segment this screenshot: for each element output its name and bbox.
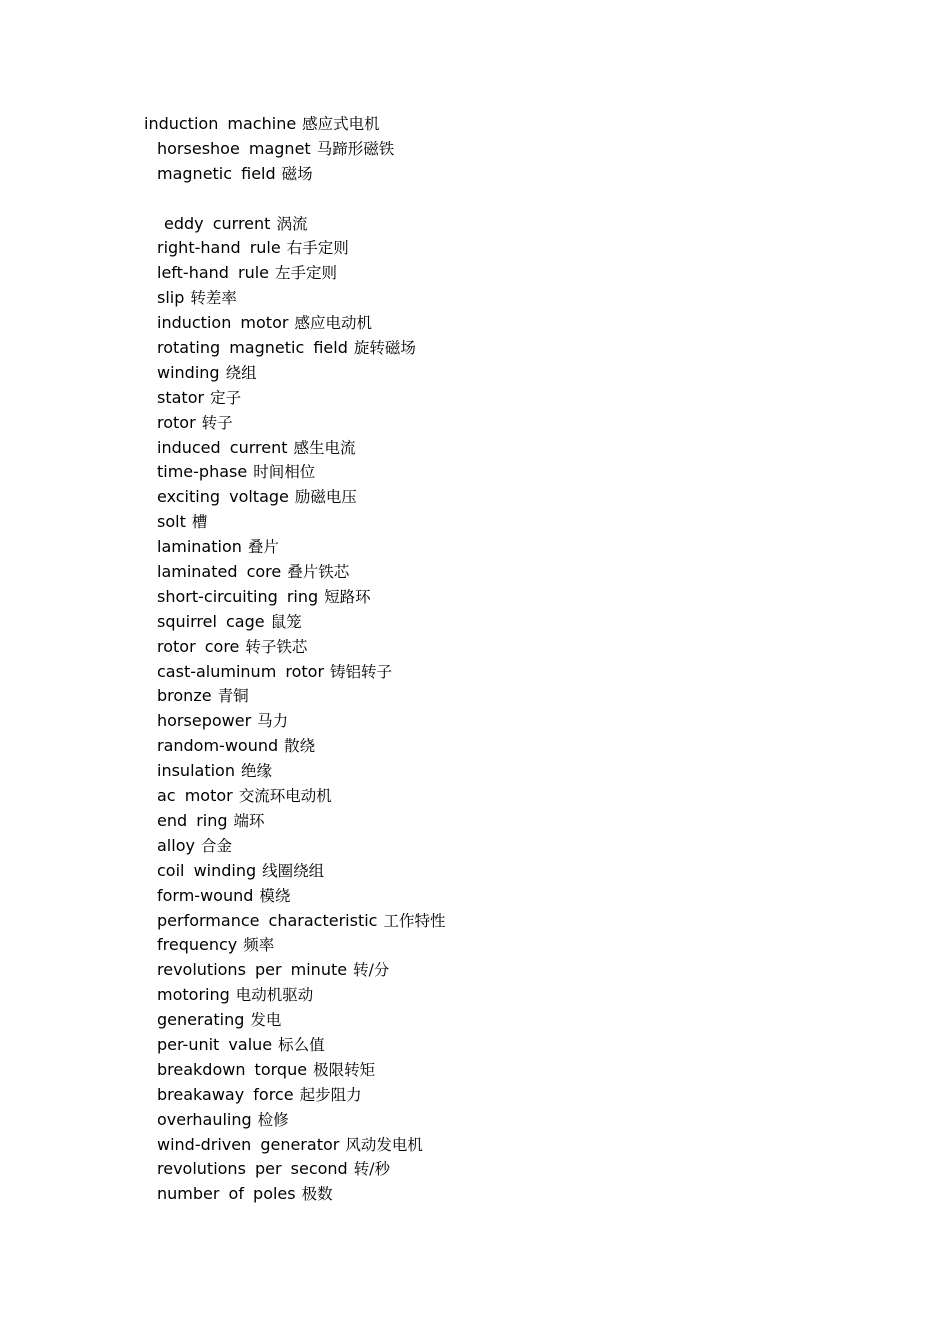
list-item: [144, 535, 445, 560]
list-item: [144, 286, 445, 311]
term-english: eddy current: [164, 213, 271, 233]
list-item: [144, 709, 445, 734]
list-item: [144, 909, 445, 934]
term-chinese: 短路环: [324, 587, 371, 606]
term-chinese: 交流环电动机: [238, 787, 332, 806]
term-english: left-hand rule: [157, 263, 270, 283]
term-english: right-hand rule: [157, 238, 281, 258]
term-chinese: 旋转磁场: [353, 339, 416, 358]
term-english: breakaway force: [157, 1084, 294, 1104]
list-item: [144, 137, 445, 162]
term-english: insulation: [157, 761, 235, 781]
term-chinese: 散绕: [284, 737, 316, 756]
term-chinese: 磁场: [281, 164, 313, 183]
term-chinese: 青铜: [217, 687, 249, 706]
term-chinese: 涡流: [276, 214, 308, 233]
list-item: [144, 610, 445, 635]
list-item: [144, 1133, 445, 1158]
term-chinese: 转/秒: [353, 1160, 390, 1179]
term-english: solt: [157, 512, 186, 532]
list-item: [144, 261, 445, 286]
term-english: lamination: [157, 537, 242, 557]
term-chinese: 转子: [201, 413, 233, 432]
term-chinese: 电动机驱动: [235, 986, 314, 1005]
list-item: [144, 784, 445, 809]
term-chinese: 马力: [257, 712, 289, 731]
term-chinese: 极限转矩: [313, 1060, 376, 1079]
list-item: [144, 510, 445, 535]
list-item: [144, 436, 445, 461]
term-chinese: 模绕: [259, 886, 291, 905]
list-item: [144, 212, 445, 237]
list-item: [144, 809, 445, 834]
term-chinese: 叠片铁芯: [287, 563, 350, 582]
term-english: revolutions per second: [157, 1159, 348, 1179]
term-chinese: 线圈绕组: [262, 861, 325, 880]
term-english: magnetic field: [157, 163, 276, 183]
term-english: induction machine: [144, 114, 297, 133]
list-item: [144, 411, 445, 436]
list-item: [144, 958, 445, 983]
term-english: revolutions per minute: [157, 960, 348, 980]
term-english: motoring: [157, 985, 230, 1005]
term-english: rotating magnetic field: [157, 338, 348, 358]
term-english: form-wound: [157, 885, 254, 905]
list-item: [144, 560, 445, 585]
term-english: winding: [157, 362, 220, 382]
term-chinese: 感应式电机: [302, 115, 380, 133]
term-english: rotor core: [157, 636, 240, 656]
term-chinese: 右手定则: [286, 239, 349, 258]
term-english: wind-driven generator: [157, 1134, 340, 1154]
term-english: induced current: [157, 437, 288, 457]
list-item: [144, 684, 445, 709]
term-english: ac motor: [157, 786, 233, 806]
term-english: end ring: [157, 810, 228, 830]
term-chinese: 励磁电压: [294, 488, 357, 507]
glossary-list: [144, 112, 445, 1207]
term-chinese: 端环: [233, 811, 265, 830]
term-chinese: 马蹄形磁铁: [316, 139, 395, 158]
list-item: [144, 311, 445, 336]
term-english: short-circuiting ring: [157, 586, 319, 606]
term-chinese: 时间相位: [253, 463, 316, 482]
term-english: random-wound: [157, 736, 279, 756]
term-chinese: 频率: [243, 936, 275, 955]
term-english: horseshoe magnet: [157, 138, 311, 158]
term-english: frequency: [157, 935, 238, 955]
term-english: bronze: [157, 686, 212, 706]
term-chinese: 极数: [301, 1185, 333, 1204]
list-item: [144, 485, 445, 510]
list-item: [144, 759, 445, 784]
list-item: [144, 386, 445, 411]
term-english: number of poles: [157, 1184, 296, 1204]
term-english: alloy: [157, 835, 195, 855]
term-chinese: 工作特性: [383, 911, 446, 930]
list-item: [144, 1058, 445, 1083]
term-english: laminated core: [157, 562, 282, 582]
term-english: exciting voltage: [157, 487, 289, 507]
list-item: [144, 236, 445, 261]
term-english: performance characteristic: [157, 910, 378, 930]
term-chinese: 叠片: [247, 538, 279, 557]
term-english: induction motor: [157, 313, 289, 333]
term-english: generating: [157, 1010, 245, 1030]
term-chinese: 左手定则: [275, 264, 338, 283]
list-item: [144, 660, 445, 685]
term-chinese: 转/分: [353, 961, 390, 980]
term-chinese: 鼠笼: [270, 612, 302, 631]
list-item: [144, 834, 445, 859]
list-item: [144, 859, 445, 884]
term-chinese: 槽: [191, 513, 208, 532]
term-english: time-phase: [157, 462, 248, 482]
term-chinese: 转子铁芯: [245, 637, 308, 656]
list-item: [144, 635, 445, 660]
list-item: [144, 361, 445, 386]
term-chinese: 标么值: [278, 1035, 325, 1054]
term-chinese: 感生电流: [293, 438, 356, 457]
term-chinese: 绕组: [225, 363, 257, 382]
term-english: squirrel cage: [157, 611, 265, 631]
term-english: coil winding: [157, 860, 257, 880]
term-chinese: 合金: [200, 836, 232, 855]
term-chinese: 检修: [257, 1110, 289, 1129]
term-chinese: 铸铝转子: [330, 662, 393, 681]
term-english: per-unit value: [157, 1034, 273, 1054]
list-item: [144, 112, 445, 137]
term-chinese: 风动发电机: [345, 1135, 423, 1154]
term-chinese: 起步阻力: [299, 1085, 362, 1104]
list-item: [144, 162, 445, 187]
list-item: [144, 1008, 445, 1033]
list-item: [144, 983, 445, 1008]
list-item: [144, 734, 445, 759]
list-item: [144, 1083, 445, 1108]
term-english: slip: [157, 288, 185, 308]
list-item: [144, 585, 445, 610]
term-english: horsepower: [157, 711, 252, 731]
list-item: [144, 1182, 445, 1207]
list-item: [144, 884, 445, 909]
term-english: stator: [157, 387, 205, 407]
list-item: [144, 460, 445, 485]
term-chinese: 发电: [250, 1011, 282, 1030]
term-english: cast-aluminum rotor: [157, 661, 325, 681]
term-chinese: 定子: [210, 388, 242, 407]
term-english: rotor: [157, 412, 196, 432]
list-item: [144, 1108, 445, 1133]
term-english: breakdown torque: [157, 1059, 308, 1079]
list-item: [144, 1157, 445, 1182]
term-english: overhauling: [157, 1109, 252, 1129]
blank-line: [144, 187, 445, 212]
term-chinese: 转差率: [190, 289, 237, 308]
list-item: [144, 336, 445, 361]
list-item: [144, 1033, 445, 1058]
term-chinese: 绝缘: [240, 762, 272, 781]
list-item: [144, 933, 445, 958]
term-chinese: 感应电动机: [294, 314, 372, 333]
